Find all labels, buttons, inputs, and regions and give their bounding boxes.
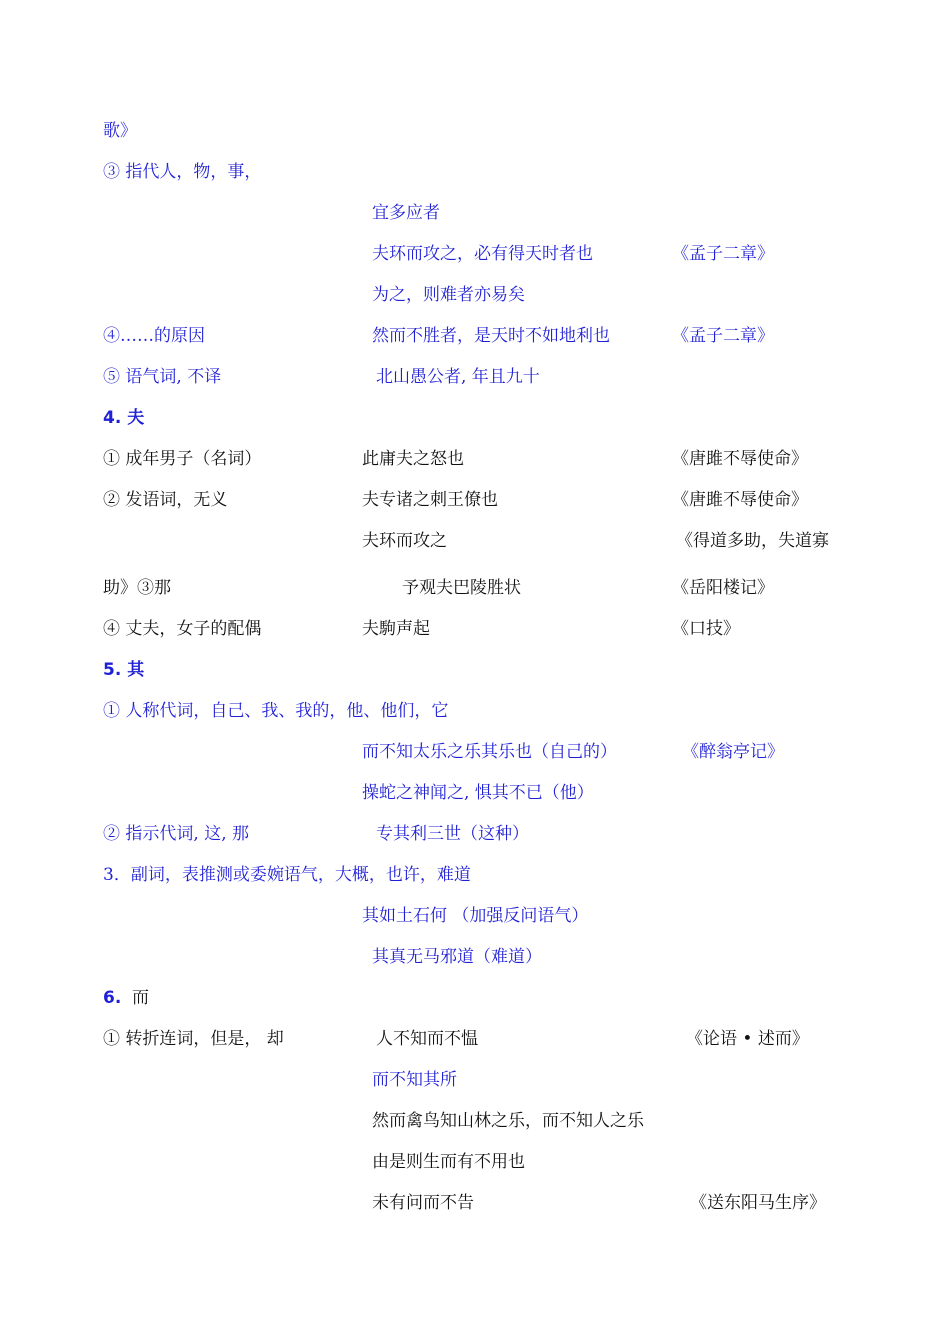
text-line-l29: 而不知太乐之乐其乐也（自己的） xyxy=(362,742,617,762)
text-line-l2: ③ 指代人，物，事， xyxy=(103,162,262,182)
text-line-l35: 其如土石何 （加强反问语气） xyxy=(362,906,589,926)
text-line-l17: 夫专诸之刺王僚也 xyxy=(362,490,498,510)
text-line-l27: 5. 其 xyxy=(103,660,145,680)
text-line-l1: 歌》 xyxy=(103,121,137,141)
text-line-l20: 《得道多助，失道寡 xyxy=(676,531,829,551)
text-line-l7: ④……的原因 xyxy=(103,326,205,346)
text-line-l25: 夫駒声起 xyxy=(362,619,430,639)
text-line-l19: 夫环而攻之 xyxy=(362,531,447,551)
text-line-l11: 北山愚公者, 年且九十 xyxy=(376,367,540,387)
text-line-l37: 6. xyxy=(103,988,122,1008)
text-line-l24: ④ 丈夫，女子的配偶 xyxy=(103,619,262,639)
text-line-l23: 《岳阳楼记》 xyxy=(672,578,774,598)
text-line-l9: 《孟子二章》 xyxy=(672,326,774,346)
text-line-l10: ⑤ 语气词, 不译 xyxy=(103,367,222,387)
text-line-l22: 予观夫巴陵胜状 xyxy=(402,578,521,598)
text-line-l28: ① 人称代词，自己、我、我的，他、他们，它 xyxy=(103,701,449,721)
text-line-l15: 《唐雎不辱使命》 xyxy=(672,449,808,469)
text-line-l36: 其真无马邪道（难道） xyxy=(372,947,542,967)
text-line-l46: 《送东阳马生序》 xyxy=(690,1193,826,1213)
text-line-l26: 《口技》 xyxy=(672,619,740,639)
text-line-l16: ② 发语词，无义 xyxy=(103,490,228,510)
text-line-l41: 《论语 • 述而》 xyxy=(686,1029,809,1049)
text-line-l31: 操蛇之神闻之, 惧其不已（他） xyxy=(362,783,594,803)
text-line-l4: 夫环而攻之，必有得天时者也 xyxy=(372,244,593,264)
text-line-l40: 人不知而不愠 xyxy=(376,1029,478,1049)
text-line-l21: 助》③那 xyxy=(103,578,171,598)
text-line-l32: ② 指示代词, 这, 那 xyxy=(103,824,250,844)
text-line-l44: 由是则生而有不用也 xyxy=(372,1152,525,1172)
text-line-l5: 《孟子二章》 xyxy=(672,244,774,264)
text-line-l45: 未有问而不告 xyxy=(372,1193,474,1213)
text-line-l43: 然而禽鸟知山林之乐，而不知人之乐 xyxy=(372,1111,644,1131)
text-line-l3: 宜多应者 xyxy=(372,203,440,223)
text-line-l6: 为之，则难者亦易矣 xyxy=(372,285,525,305)
text-line-l14: 此庸夫之怒也 xyxy=(362,449,464,469)
text-line-l8: 然而不胜者，是天时不如地利也 xyxy=(372,326,610,346)
text-line-l42: 而不知其所 xyxy=(372,1070,457,1090)
text-line-l12: 4. 夫 xyxy=(103,408,145,428)
text-line-l18: 《唐雎不辱使命》 xyxy=(672,490,808,510)
text-line-l33: 专其利三世（这种） xyxy=(376,824,529,844)
text-line-l13: ① 成年男子（名词） xyxy=(103,449,262,469)
text-line-l39: ① 转折连词，但是， 却 xyxy=(103,1029,284,1049)
text-line-l34: 3．副词，表推测或委婉语气，大概，也许，难道 xyxy=(103,865,471,885)
text-line-l38: 而 xyxy=(132,988,149,1008)
text-line-l30: 《醉翁亭记》 xyxy=(682,742,784,762)
